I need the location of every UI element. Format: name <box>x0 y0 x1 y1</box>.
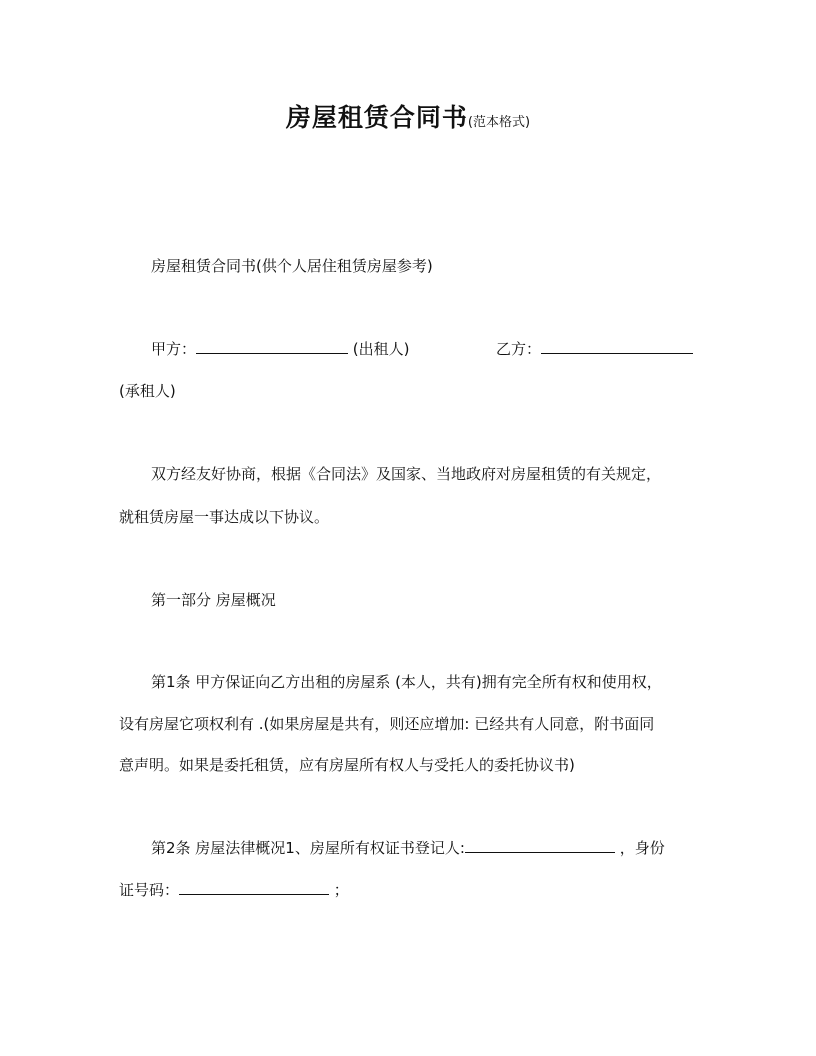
document-title <box>0 98 816 134</box>
article1-line-3: 意声明。如果是委托租赁，应有房屋所有权人与受托人的委托协议书) <box>119 756 575 774</box>
article2-line-1 <box>151 838 665 858</box>
article1-line-2: 设有房屋它项权利有 .(如果房屋是共有，则还应增加: 已经共有人同意，附书面同 <box>119 715 655 733</box>
registrant-blank <box>465 838 615 853</box>
article1-line-1: 第1条 甲方保证向乙方出租的房屋系 (本人，共有)拥有完全所有权和使用权， <box>151 673 662 691</box>
id-number-blank <box>179 880 329 895</box>
article2-line1-suffix: ，身份 <box>619 839 665 857</box>
party-b-label: 乙方： <box>496 340 542 358</box>
article2-line2-suffix: ； <box>333 881 349 899</box>
intro-line-1: 双方经友好协商，根据《合同法》及国家、当地政府对房屋租赁的有关规定， <box>151 465 662 483</box>
article2-line2-prefix: 证号码： <box>119 881 180 899</box>
intro-line-2: 就租赁房屋一事达成以下协议。 <box>119 508 330 526</box>
party-b-blank <box>541 339 693 354</box>
title-note: (范本格式) <box>467 115 531 130</box>
party-a-label: 甲方： <box>151 340 197 358</box>
title-main: 房屋租赁合同书 <box>285 103 468 132</box>
article2-line1-prefix: 第2条 房屋法律概况1、房屋所有权证书登记人: <box>151 839 465 857</box>
subtitle: 房屋租赁合同书(供个人居住租赁房屋参考) <box>151 257 433 275</box>
party-b-role: (承租人) <box>119 382 176 400</box>
article2-line-2 <box>119 880 349 900</box>
party-a-line <box>151 339 410 359</box>
party-a-blank <box>196 339 348 354</box>
party-b-line <box>496 339 693 359</box>
part1-heading: 第一部分 房屋概况 <box>151 591 276 609</box>
party-a-role: (出租人) <box>352 340 410 358</box>
